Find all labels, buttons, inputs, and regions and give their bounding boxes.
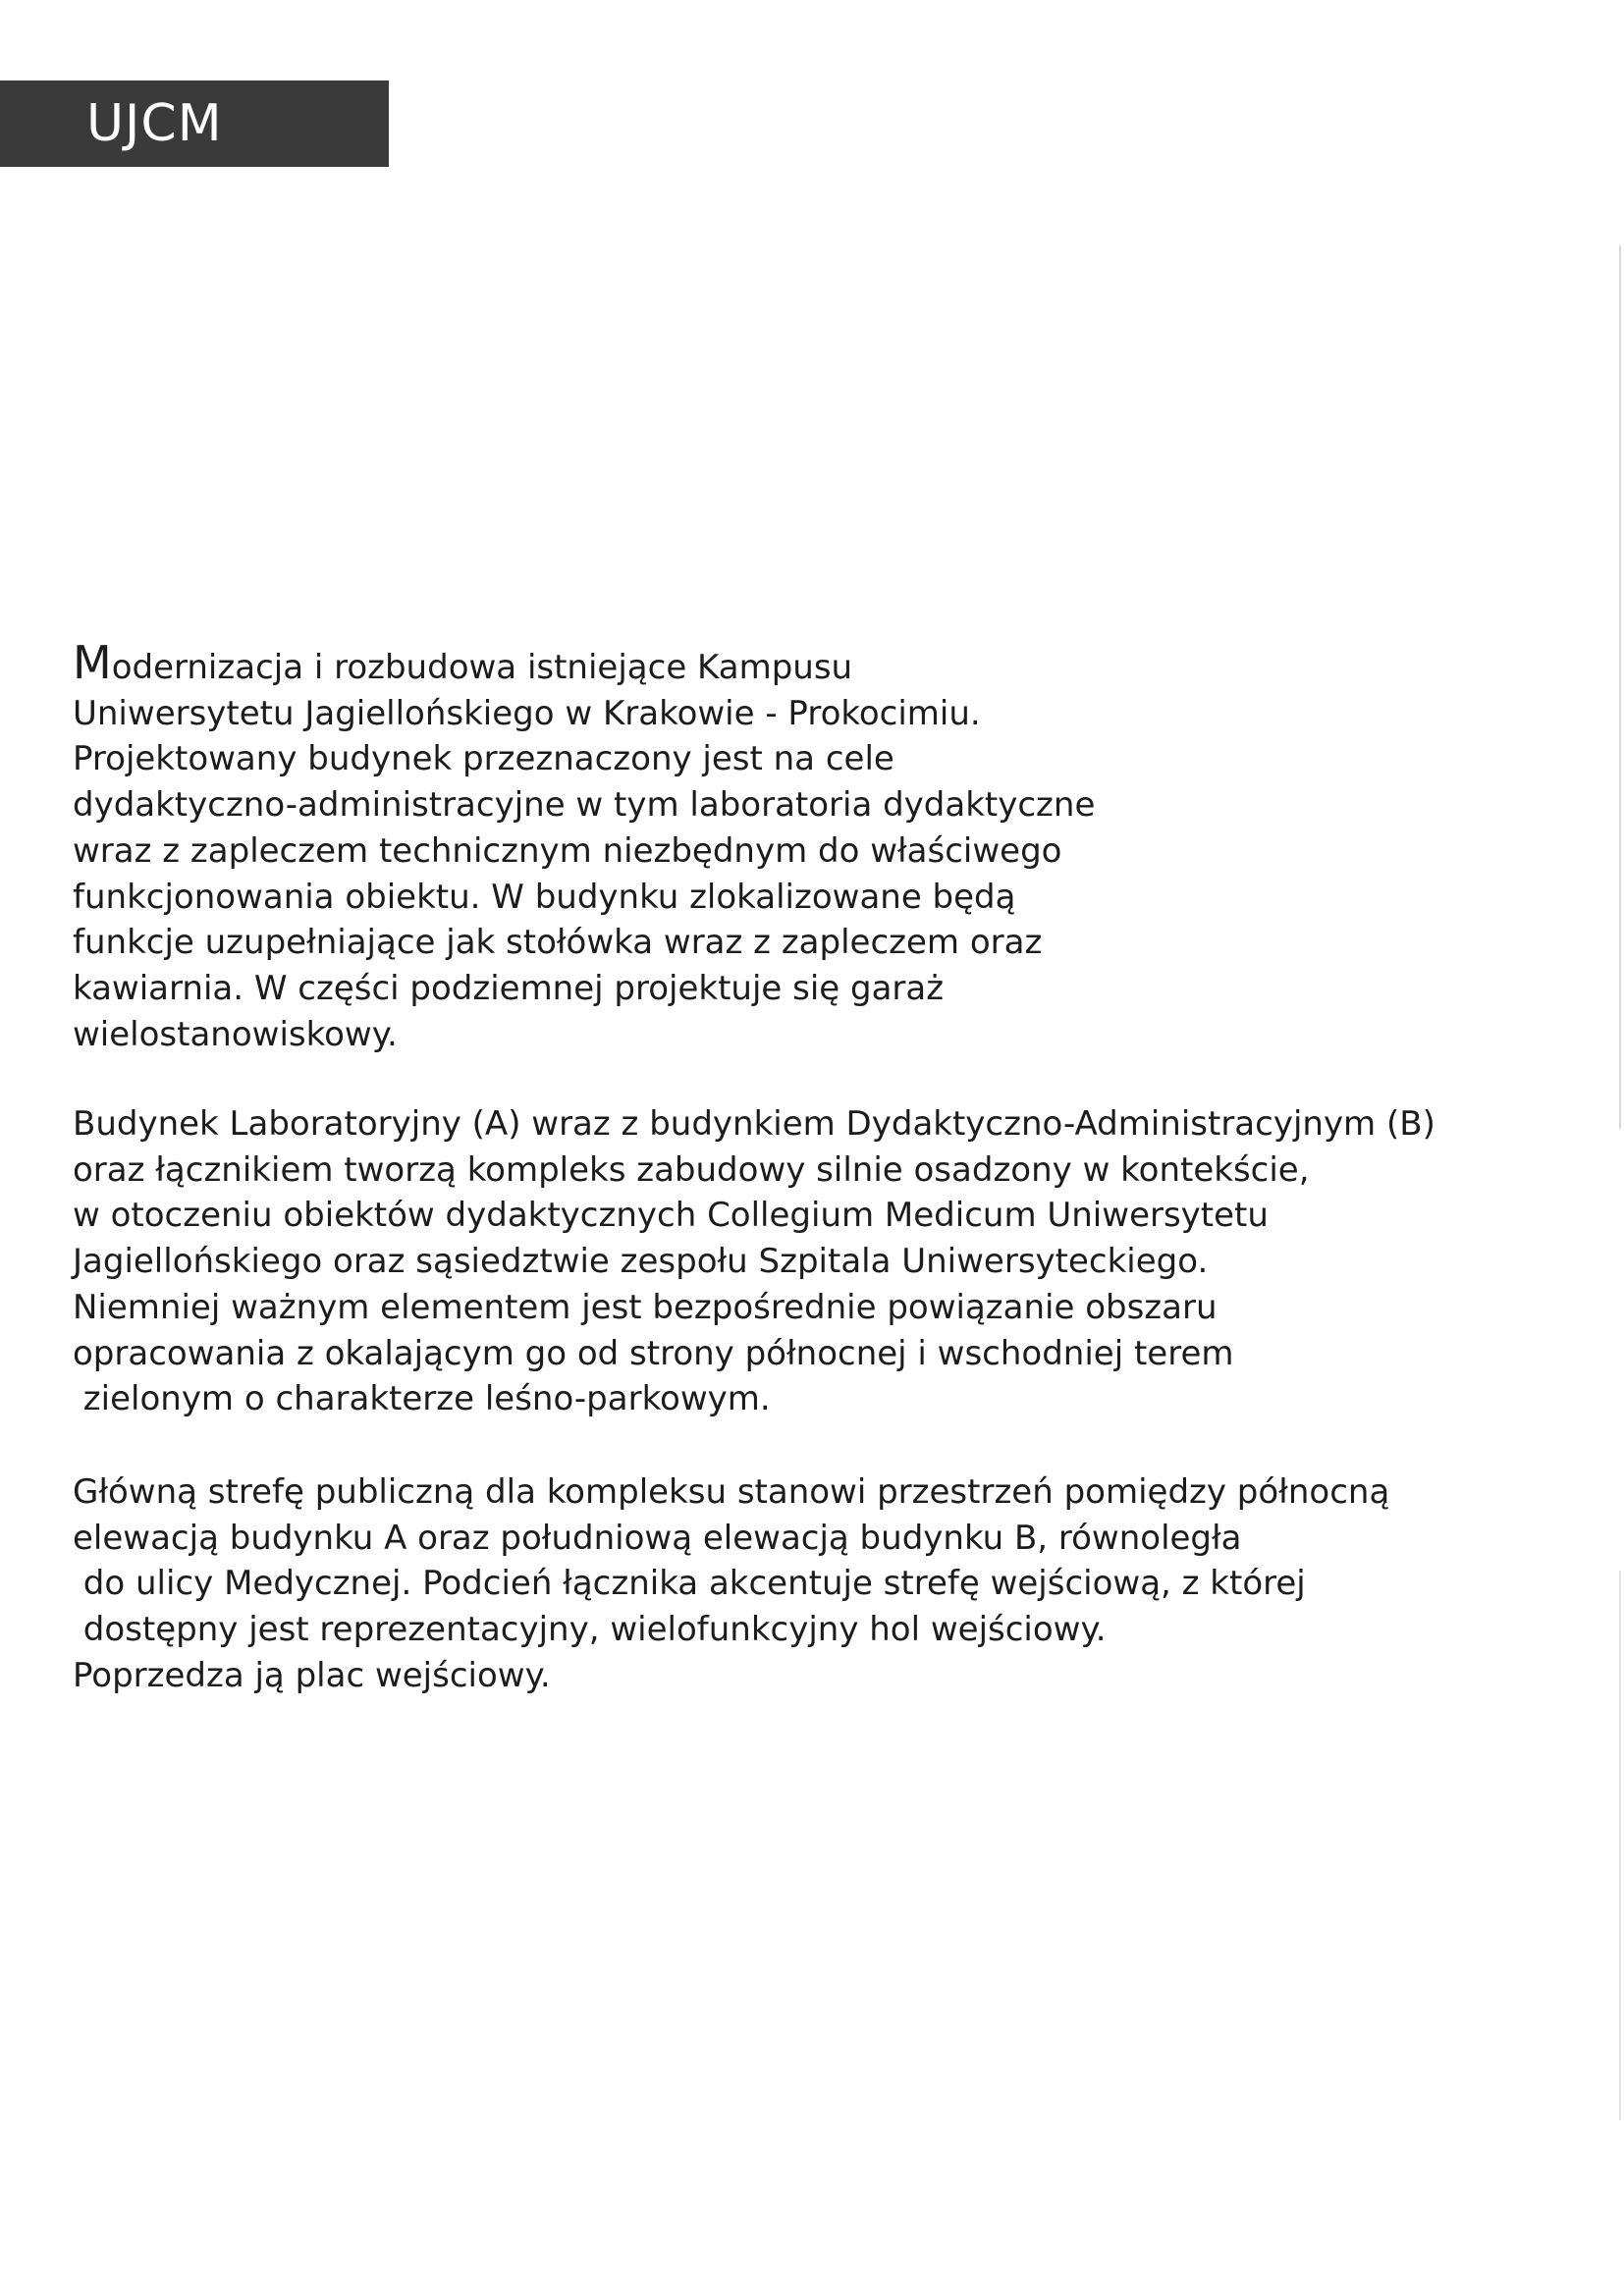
paragraph-line: dostępny jest reprezentacyjny, wielofunkcyjny hol wejściowy. <box>73 1610 1107 1650</box>
paragraph-line: funkcje uzupełniające jak stołówka wraz z zapleczem oraz <box>73 923 1043 963</box>
drop-cap: M <box>73 636 112 689</box>
header-title: UJCM <box>86 94 223 153</box>
header-banner <box>0 80 389 167</box>
paragraph-line: dydaktyczno-administracyjne w tym laboratoria dydaktyczne <box>73 785 1096 826</box>
paragraph-line: w otoczeniu obiektów dydaktycznych Collegium Medicum Uniwersytetu <box>73 1196 1269 1236</box>
paragraph-public-zone <box>73 1469 1565 1699</box>
paragraph-line: elewacją budynku A oraz południową elewacją budynku B, równoległa <box>73 1518 1242 1558</box>
paragraph-line: oraz łącznikiem tworzą kompleks zabudowy silnie osadzony w kontekście, <box>73 1149 1310 1190</box>
paragraph-line: Główną strefę publiczną dla kompleksu stanowi przestrzeń pomiędzy północną <box>73 1472 1390 1512</box>
paragraph-line: Poprzedza ją plac wejściowy. <box>73 1655 551 1695</box>
paragraph-line: Niemniej ważnym elementem jest bezpośrednie powiązanie obszaru <box>73 1287 1218 1327</box>
page-edge-divider <box>1619 245 1621 1129</box>
paragraph-line: Projektowany budynek przeznaczony jest na cele <box>73 739 894 779</box>
paragraph-line: wielostanowiskowy. <box>73 1014 398 1054</box>
paragraph-line: do ulicy Medycznej. Podcień łącznika akcentuje strefę wejściową, z której <box>73 1564 1306 1604</box>
paragraph-line: Modernizacja i rozbudowa istniejące Kampusu <box>73 636 853 689</box>
paragraph-context <box>73 1101 1565 1422</box>
paragraph-line: funkcjonowania obiektu. W budynku zlokalizowane będą <box>73 877 1016 917</box>
page-edge-divider-lower <box>1619 1571 1621 2120</box>
paragraph-line: kawiarnia. W części podziemnej projektuje się garaż <box>73 968 945 1008</box>
paragraph-line: wraz z zapleczem technicznym niezbędnym do właściwego <box>73 830 1062 871</box>
paragraph-line: Jagiellońskiego oraz sąsiedztwie zespołu Szpitala Uniwersyteckiego. <box>73 1242 1209 1282</box>
paragraph-introduction <box>73 636 1565 1057</box>
paragraph-line: Budynek Laboratoryjny (A) wraz z budynkiem Dydaktyczno-Administracyjnym (B) <box>73 1104 1435 1144</box>
paragraph-line: zielonym o charakterze leśno-parkowym. <box>73 1379 771 1419</box>
paragraph-line: opracowania z okalającym go od strony północnej i wschodniej terem <box>73 1333 1234 1373</box>
paragraph-line: Uniwersytetu Jagiellońskiego w Krakowie - Prokocimiu. <box>73 693 981 733</box>
